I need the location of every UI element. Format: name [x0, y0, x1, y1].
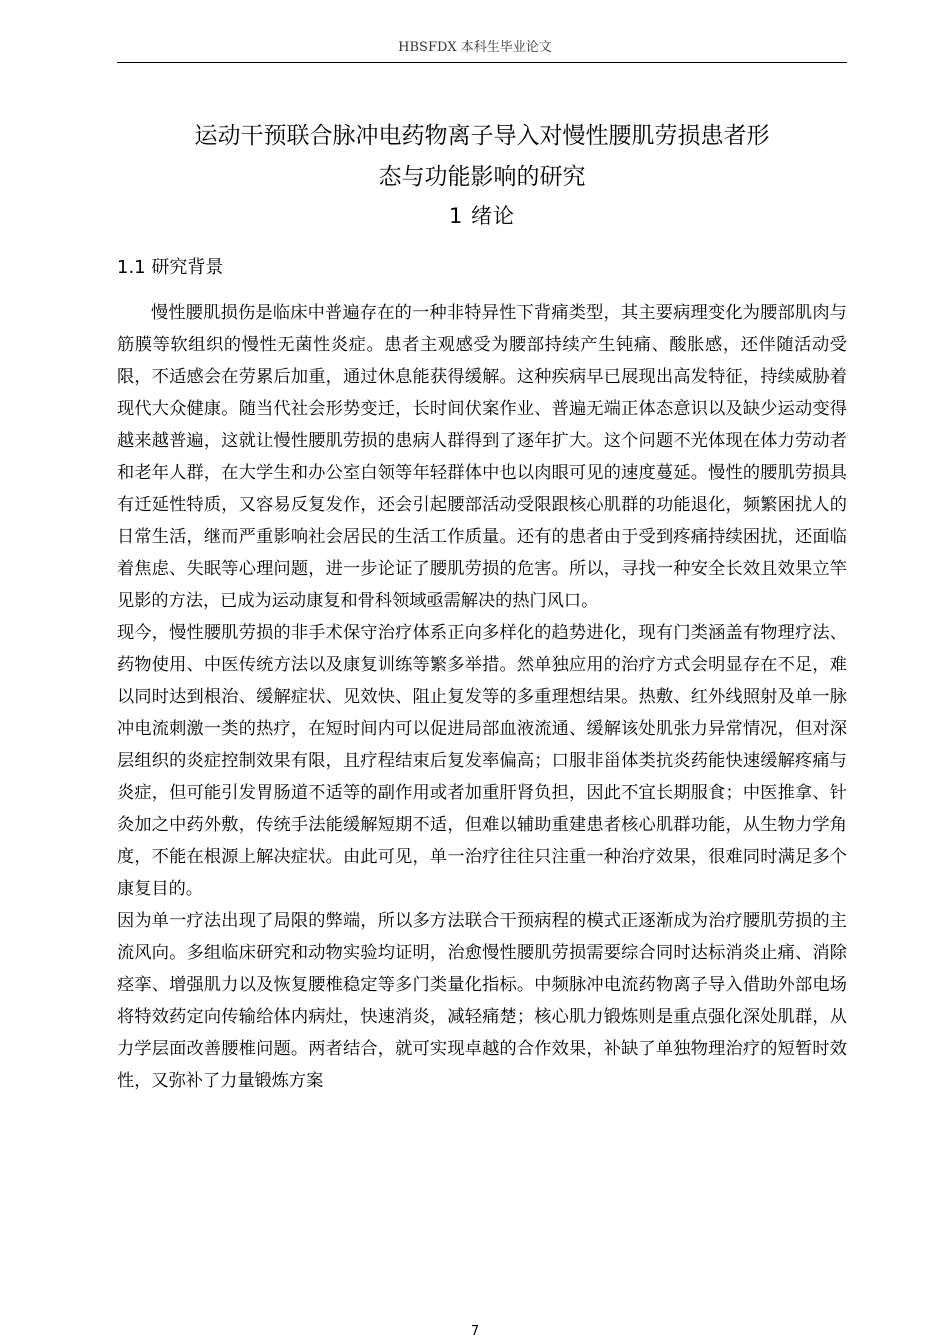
header-divider: [117, 62, 847, 63]
paper-title-line-1: 运动干预联合脉冲电药物离子导入对慢性腰肌劳损患者形: [194, 123, 770, 149]
paragraph-3: 因为单一疗法出现了局限的弊端，所以多方法联合干预病程的模式正逐渐成为治疗腰肌劳损的主流风向。多组临床研究和动物实验均证明，治愈慢性腰肌劳损需要综合同时达标消炎止痛、消除痉挛、增强肌力以及恢复腰椎稳定等多门类量化指标。中频脉冲电流药物离子导入借助外部电场将特效药定向传输给体内病灶，快速消炎，减轻痛楚；核心肌力锻炼则是重点强化深处肌群，从力学层面改善腰椎问题。两者结合，就可实现卓越的合作效果，补缺了单独物理治疗的短暂时效性，又弥补了力量锻炼方案: [117, 911, 847, 1091]
paragraph-1: 慢性腰肌损伤是临床中普遍存在的一种非特异性下背痛类型，其主要病理变化为腰部肌肉与筋膜等软组织的慢性无菌性炎症。患者主观感受为腰部持续产生钝痛、酸胀感，还伴随活动受限，不适感会在劳累后加重，通过休息能获得缓解。这种疾病早已展现出高发特征，持续威胁着现代大众健康。随当代社会形势变迁，长时间伏案作业、普遍无端正体态意识以及缺少运动变得越来越普遍，这就让慢性腰肌劳损的患病人群得到了逐年扩大。这个问题不光体现在体力劳动者和老年人群，在大学生和办公室白领等年轻群体中也以肉眼可见的速度蔓延。慢性的腰肌劳损具有迁延性特质，又容易反复发作，还会引起腰部活动受限跟核心肌群的功能退化，频繁困扰人的日常生活，继而严重影响社会居民的生活工作质量。还有的患者由于受到疼痛持续困扰，还面临着焦虑、失眠等心理问题，进一步论证了腰肌劳损的危害。所以，寻找一种安全长效且效果立竿见影的方法，已成为运动康复和骨科领域亟需解决的热门风口。: [117, 303, 847, 611]
chapter-heading: 1 绪论: [448, 204, 516, 228]
section-heading: 1.1 研究背景: [117, 257, 224, 278]
body-text: [117, 297, 847, 1097]
paper-title: [117, 116, 847, 198]
page-number: 7: [470, 1324, 480, 1339]
paper-title-line-2: 态与功能影响的研究: [378, 164, 586, 190]
running-header: HBSFDX 本科生毕业论文: [398, 40, 552, 55]
paragraph-2: 现今，慢性腰肌劳损的非手术保守治疗体系正向多样化的趋势进化，现有门类涵盖有物理疗法、药物使用、中医传统方法以及康复训练等繁多举措。然单独应用的治疗方式会明显存在不足，难以同时达到根治、缓解症状、见效快、阻止复发等的多重理想结果。热敷、红外线照射及单一脉冲电流刺激一类的热疗，在短时间内可以促进局部血液流通、缓解该处肌张力异常情况，但对深层组织的炎症控制效果有限，且疗程结束后复发率偏高；口服非甾体类抗炎药能快速缓解疼痛与炎症，但可能引发胃肠道不适等的副作用或者加重肝肾负担，因此不宜长期服食；中医推拿、针灸加之中药外敷，传统手法能缓解短期不适，但难以辅助重建患者核心肌群功能，从生物力学角度，不能在根源上解决症状。由此可见，单一治疗往往只注重一种治疗效果，很难同时满足多个康复目的。: [117, 623, 847, 899]
